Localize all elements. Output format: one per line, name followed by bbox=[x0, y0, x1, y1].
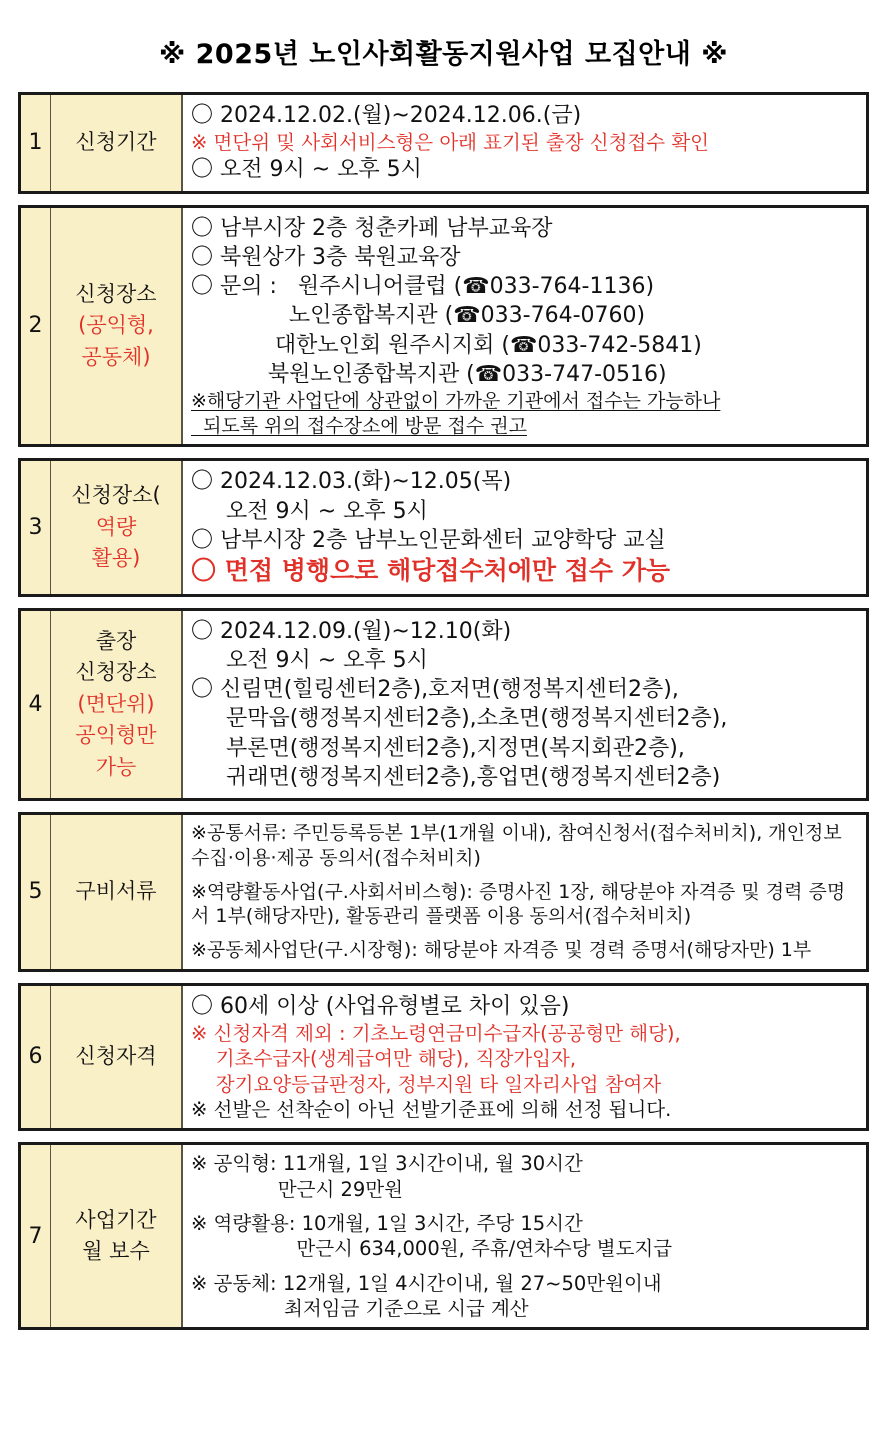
content-line: 노인종합복지관 (☎033-764-0760) bbox=[191, 303, 646, 329]
table-row bbox=[18, 812, 869, 971]
row-number: 6 bbox=[21, 986, 51, 1129]
content-line: 〇 오전 9시 ~ 오후 5시 bbox=[191, 157, 422, 183]
row-label-line: 구비서류 bbox=[75, 879, 157, 904]
row-label-line: 역량 bbox=[95, 514, 137, 539]
content-line: 〇 북원상가 3층 북원교육장 bbox=[191, 244, 461, 270]
row-number: 1 bbox=[21, 95, 51, 191]
content-spacer bbox=[191, 1262, 860, 1271]
content-spacer bbox=[191, 871, 860, 880]
content-line: 만근시 29만원 bbox=[191, 1177, 403, 1201]
row-content bbox=[183, 611, 866, 799]
row-label-line: 활용) bbox=[91, 546, 141, 571]
table-row bbox=[18, 983, 869, 1132]
row-label-line: (면단위) bbox=[77, 691, 155, 716]
table-row bbox=[18, 458, 869, 596]
content-line: 기초수급자(생계급여만 해당), 직장가입자, bbox=[191, 1047, 577, 1071]
content-line: 오전 9시 ~ 오후 5시 bbox=[191, 498, 428, 524]
row-label-line: 신청장소 bbox=[75, 281, 157, 306]
rows-container bbox=[18, 92, 869, 1331]
table-row bbox=[18, 1142, 869, 1330]
table-row bbox=[18, 608, 869, 802]
content-line: 되도록 위의 접수장소에 방문 접수 권고 bbox=[191, 414, 527, 437]
row-label-line: 사업기간 bbox=[75, 1207, 157, 1232]
row-number: 5 bbox=[21, 815, 51, 968]
row-number: 3 bbox=[21, 461, 51, 593]
row-number: 2 bbox=[21, 208, 51, 445]
row-label bbox=[51, 815, 183, 968]
content-line: 만근시 634,000원, 주휴/연차수당 별도지급 bbox=[191, 1237, 673, 1261]
content-line: 〇 남부시장 2층 남부노인문화센터 교양학당 교실 bbox=[191, 527, 666, 553]
row-label-line: 신청장소( bbox=[71, 483, 161, 508]
content-line: 〇 면접 병행으로 해당접수처에만 접수 가능 bbox=[191, 556, 671, 586]
content-line: ※ 면단위 및 사회서비스형은 아래 표기된 출장 신청접수 확인 bbox=[191, 130, 710, 154]
row-content bbox=[183, 815, 866, 968]
content-line: 〇 2024.12.03.(화)~12.05(목) bbox=[191, 469, 512, 495]
content-spacer bbox=[191, 1202, 860, 1211]
content-line: 〇 문의 : 원주시니어클럽 (☎033-764-1136) bbox=[191, 274, 655, 300]
content-line: 〇 신림면(힐링센터2층),호저면(행정복지센터2층), bbox=[191, 677, 679, 703]
content-line: ※ 공익형: 11개월, 1일 3시간이내, 월 30시간 bbox=[191, 1152, 583, 1176]
content-line: ※ 선발은 선착순이 아닌 선발기준표에 의해 선정 됩니다. bbox=[191, 1097, 672, 1121]
content-line: ※ 신청자격 제외 : 기초노령연금미수급자(공공형만 해당), bbox=[191, 1021, 681, 1045]
content-line: 〇 2024.12.09.(월)~12.10(화) bbox=[191, 618, 512, 644]
content-line: ※공동체사업단(구.시장형): 해당분야 자격증 및 경력 증명서(해당자만) 1부 bbox=[191, 938, 812, 961]
content-line: 장기요양등급판정자, 정부지원 타 일자리사업 참여자 bbox=[191, 1072, 662, 1096]
content-line: ※공통서류: 주민등록등본 1부(1개월 이내), 참여신청서(접수처비치), 개인정보 수집·이용·제공 동의서(접수처비치) bbox=[191, 822, 842, 869]
content-line: 부론면(행정복지센터2층),지정면(복지회관2층), bbox=[191, 735, 685, 761]
content-line: 대한노인회 원주시지회 (☎033-742-5841) bbox=[191, 332, 702, 358]
row-content bbox=[183, 95, 866, 191]
content-line: ※ 공동체: 12개월, 1일 4시간이내, 월 27~50만원이내 bbox=[191, 1271, 662, 1295]
content-line: 오전 9시 ~ 오후 5시 bbox=[191, 647, 428, 673]
row-label bbox=[51, 95, 183, 191]
row-content bbox=[183, 208, 866, 445]
row-content bbox=[183, 1145, 866, 1327]
content-line: 최저임금 기준으로 시급 계산 bbox=[191, 1296, 529, 1320]
row-label bbox=[51, 1145, 183, 1327]
content-line: ※ 역량활용: 10개월, 1일 3시간, 주당 15시간 bbox=[191, 1211, 583, 1235]
row-label-line: 신청장소 bbox=[75, 660, 157, 685]
row-label-line: 가능 bbox=[95, 754, 137, 779]
row-label-line: 신청자격 bbox=[75, 1044, 157, 1069]
table-row bbox=[18, 205, 869, 448]
row-label bbox=[51, 611, 183, 799]
content-line: 〇 남부시장 2층 청춘카페 남부교육장 bbox=[191, 215, 553, 241]
content-line: 문막읍(행정복지센터2층),소초면(행정복지센터2층), bbox=[191, 706, 728, 732]
row-number: 7 bbox=[21, 1145, 51, 1327]
table-row bbox=[18, 92, 869, 194]
content-line: 귀래면(행정복지센터2층),흥업면(행정복지센터2층) bbox=[191, 764, 721, 790]
content-line: 〇 60세 이상 (사업유형별로 차이 있음) bbox=[191, 993, 570, 1019]
row-number: 4 bbox=[21, 611, 51, 799]
row-content bbox=[183, 461, 866, 593]
page-title: ※ 2025년 노인사회활동지원사업 모집안내 ※ bbox=[159, 39, 728, 70]
row-label-line: (공익형, bbox=[78, 313, 154, 338]
row-label-line: 신청기간 bbox=[75, 129, 157, 154]
content-spacer bbox=[191, 929, 860, 938]
row-label-line: 공동체) bbox=[81, 344, 151, 369]
row-label-line: 출장 bbox=[95, 628, 137, 653]
content-line: ※역량활동사업(구.사회서비스형): 증명사진 1장, 해당분야 자격증 및 경력 증명서 1부(해당자만), 활동관리 플랫폼 이용 동의서(접수처비치) bbox=[191, 880, 846, 928]
content-line: 〇 2024.12.02.(월)~2024.12.06.(금) bbox=[191, 102, 582, 128]
row-label bbox=[51, 208, 183, 445]
content-line: 북원노인종합복지관 (☎033-747-0516) bbox=[191, 361, 667, 387]
content-line: ※해당기관 사업단에 상관없이 가까운 기관에서 접수는 가능하나 bbox=[191, 390, 721, 413]
row-label-line: 월 보수 bbox=[82, 1239, 150, 1264]
row-label-line: 공익형만 bbox=[75, 723, 157, 748]
row-content bbox=[183, 986, 866, 1129]
row-label bbox=[51, 986, 183, 1129]
row-label bbox=[51, 461, 183, 593]
